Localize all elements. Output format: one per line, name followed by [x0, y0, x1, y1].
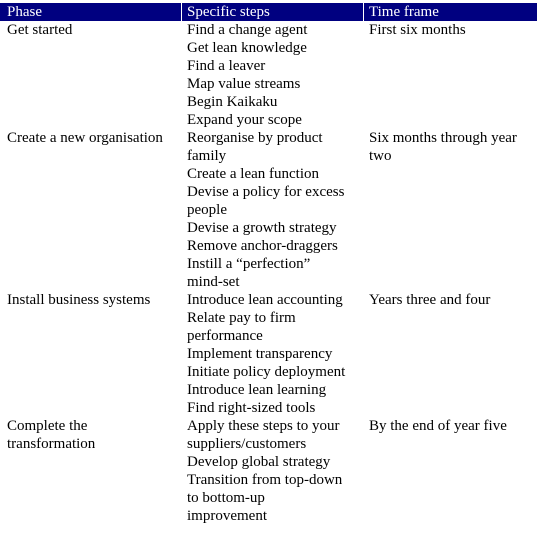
header-time-frame: Time frame — [369, 4, 439, 20]
step-text: mind-set — [187, 274, 240, 290]
steps-cell — [187, 291, 359, 417]
step-text: Create a lean function — [187, 166, 320, 182]
step-text: Begin Kaikaku — [187, 94, 278, 110]
step-text: Map value streams — [187, 76, 301, 92]
step-text: Transition from top-down — [187, 472, 343, 488]
time-frame-cell — [369, 129, 534, 165]
step-text: Get lean knowledge — [187, 40, 307, 56]
time-frame-text: Years three and four — [369, 292, 491, 308]
step-text: family — [187, 148, 227, 164]
step-text: performance — [187, 328, 263, 344]
step-text: Devise a policy for excess — [187, 184, 345, 200]
step-text: Find a leaver — [187, 58, 266, 74]
header-divider — [181, 3, 182, 21]
phase-cell — [7, 417, 177, 453]
steps-cell — [187, 417, 359, 525]
phase-text: Complete the — [7, 418, 88, 434]
phase-text: Create a new organisation — [7, 130, 163, 146]
table-header — [0, 3, 537, 21]
step-text: Expand your scope — [187, 112, 302, 128]
time-frame-text: By the end of year five — [369, 418, 507, 434]
step-text: Develop global strategy — [187, 454, 331, 470]
step-text: Introduce lean accounting — [187, 292, 343, 308]
step-text: Find a change agent — [187, 22, 308, 38]
phase-cell — [7, 291, 177, 309]
phase-cell — [7, 129, 177, 147]
time-frame-cell — [369, 21, 534, 39]
phase-text: Install business systems — [7, 292, 151, 308]
steps-cell — [187, 129, 359, 291]
time-frame-text: two — [369, 148, 392, 164]
step-text: Devise a growth strategy — [187, 220, 337, 236]
step-text: Implement transparency — [187, 346, 333, 362]
phase-text: transformation — [7, 436, 96, 452]
header-divider — [363, 3, 364, 21]
step-text: Initiate policy deployment — [187, 364, 346, 380]
step-text: to bottom-up — [187, 490, 265, 506]
time-frame-text: First six months — [369, 22, 466, 38]
time-frame-text: Six months through year — [369, 130, 517, 146]
step-text: Introduce lean learning — [187, 382, 327, 398]
step-text: Find right-sized tools — [187, 400, 316, 416]
time-frame-cell — [369, 417, 534, 435]
phase-text: Get started — [7, 22, 73, 38]
step-text: Apply these steps to your — [187, 418, 340, 434]
time-frame-cell — [369, 291, 534, 309]
step-text: people — [187, 202, 227, 218]
step-text: improvement — [187, 508, 267, 524]
step-text: Reorganise by product — [187, 130, 323, 146]
step-text: Remove anchor-draggers — [187, 238, 338, 254]
step-text: Instill a “perfection” — [187, 256, 311, 272]
steps-cell — [187, 21, 359, 129]
header-specific-steps: Specific steps — [187, 4, 270, 20]
step-text: suppliers/customers — [187, 436, 307, 452]
header-phase: Phase — [7, 4, 42, 20]
step-text: Relate pay to firm — [187, 310, 296, 326]
phase-cell — [7, 21, 177, 39]
